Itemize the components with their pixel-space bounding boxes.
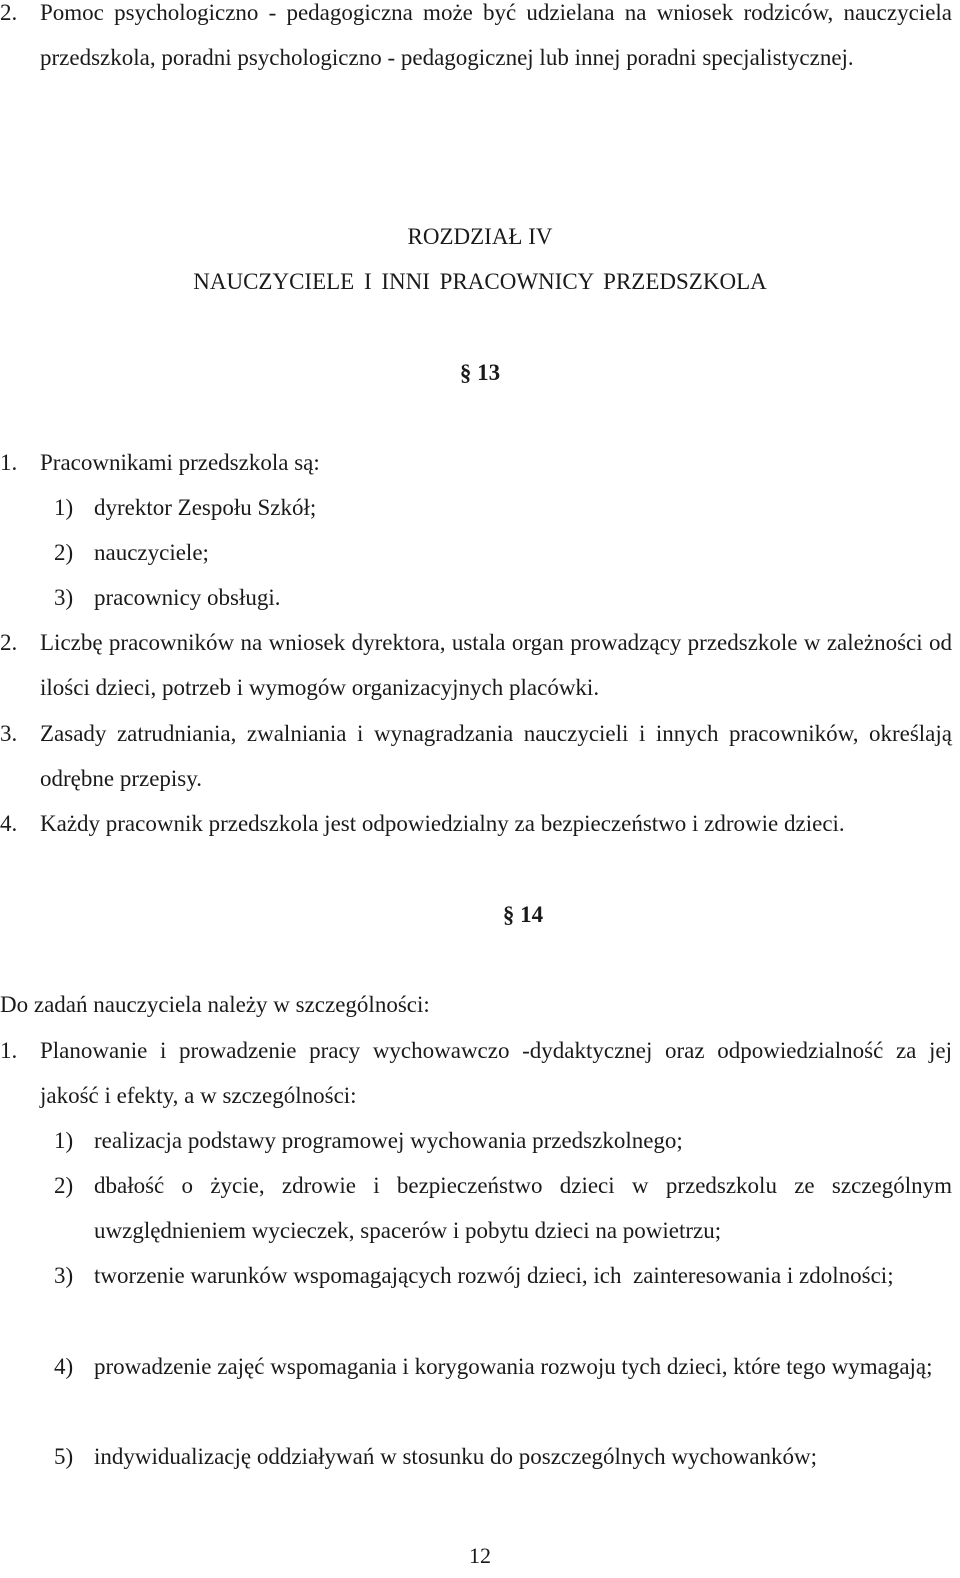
paragraph-text: Planowanie i prowadzenie pracy wychowawczo -dydaktycznej oraz odpowiedzialność za jej jakość i efekty, a w szczególności: (40, 1038, 952, 1108)
paragraph-text: Zasady zatrudniania, zwalniania i wynagradzania nauczycieli i innych pracowników, określają odrębne przepisy. (40, 721, 952, 791)
paragraph-text: Pracownikami przedszkola są: (40, 450, 320, 475)
list-item (54, 485, 952, 530)
paragraph-text: Liczbę pracowników na wniosek dyrektora, ustala organ prowadzący przedszkole w zależności od ilości dzieci, potrzeb i wymogów organizacyjnych placówki. (40, 630, 952, 700)
s13-paragraph-3 (0, 711, 952, 801)
list-item (54, 1344, 952, 1389)
list-item-text: realizacja podstawy programowej wychowania przedszkolnego; (94, 1128, 683, 1153)
list-item-text: dyrektor Zespołu Szkół; (94, 495, 317, 520)
list-item-number: 4) (54, 1354, 74, 1379)
list-item (54, 1163, 952, 1253)
section-heading-13: § 13 (459, 360, 501, 385)
paragraph-2-top (0, 0, 952, 80)
list-item (54, 530, 952, 575)
paragraph-number: 1. (0, 450, 18, 475)
list-item-text: pracownicy obsługi. (94, 585, 281, 610)
paragraph-number: 2. (0, 0, 18, 25)
list-item-number: 5) (54, 1444, 74, 1469)
list-item-number: 1) (54, 1128, 74, 1153)
list-item-text: prowadzenie zajęć wspomagania i korygowania rozwoju tych dzieci, które tego wymagają; (94, 1354, 933, 1379)
paragraph-number: 1. (0, 1038, 18, 1063)
paragraph-number: 4. (0, 811, 18, 836)
s13-paragraph-1 (0, 440, 952, 485)
list-item-number: 1) (54, 495, 74, 520)
s13-paragraph-2 (0, 620, 952, 710)
paragraph-text: Każdy pracownik przedszkola jest odpowiedzialny za bezpieczeństwo i zdrowie dzieci. (40, 811, 845, 836)
list-item (54, 1118, 952, 1163)
list-item-text: indywidualizację oddziaływań w stosunku do poszczególnych wychowanków; (94, 1444, 818, 1469)
list-item-text: tworzenie warunków wspomagających rozwój dzieci, ich zainteresowania i zdolności; (94, 1263, 894, 1288)
list-item-text: nauczyciele; (94, 540, 209, 565)
paragraph-number: 2. (0, 630, 18, 655)
list-item-number: 2) (54, 540, 74, 565)
page-number: 12 (469, 1543, 491, 1568)
chapter-title: ROZDZIAŁ IV (407, 224, 553, 249)
paragraph-text: Pomoc psychologiczno - pedagogiczna może być udzielana na wniosek rodziców, nauczyciela przedszkola, poradni psychologiczno - pedagogicznej lub innej poradni specjalistycznej. (40, 0, 952, 70)
list-item-number: 2) (54, 1173, 74, 1198)
list-item-number: 3) (54, 1263, 74, 1288)
s14-intro: Do zadań nauczyciela należy w szczególności: (0, 992, 430, 1017)
list-item (54, 575, 952, 620)
s13-paragraph-4 (0, 801, 952, 846)
list-item-number: 3) (54, 585, 74, 610)
list-item (54, 1253, 952, 1298)
paragraph-number: 3. (0, 721, 18, 746)
chapter-subtitle: NAUCZYCIELE I INNI PRACOWNICY PRZEDSZKOLA (193, 269, 767, 294)
s14-paragraph-1 (0, 1028, 952, 1118)
section-heading-14: § 14 (502, 902, 544, 927)
list-item (54, 1434, 952, 1479)
list-item-text: dbałość o życie, zdrowie i bezpieczeństwo dzieci w przedszkolu ze szczególnym uwzględnieniem wycieczek, spacerów i pobytu dzieci na powietrzu; (94, 1173, 952, 1243)
